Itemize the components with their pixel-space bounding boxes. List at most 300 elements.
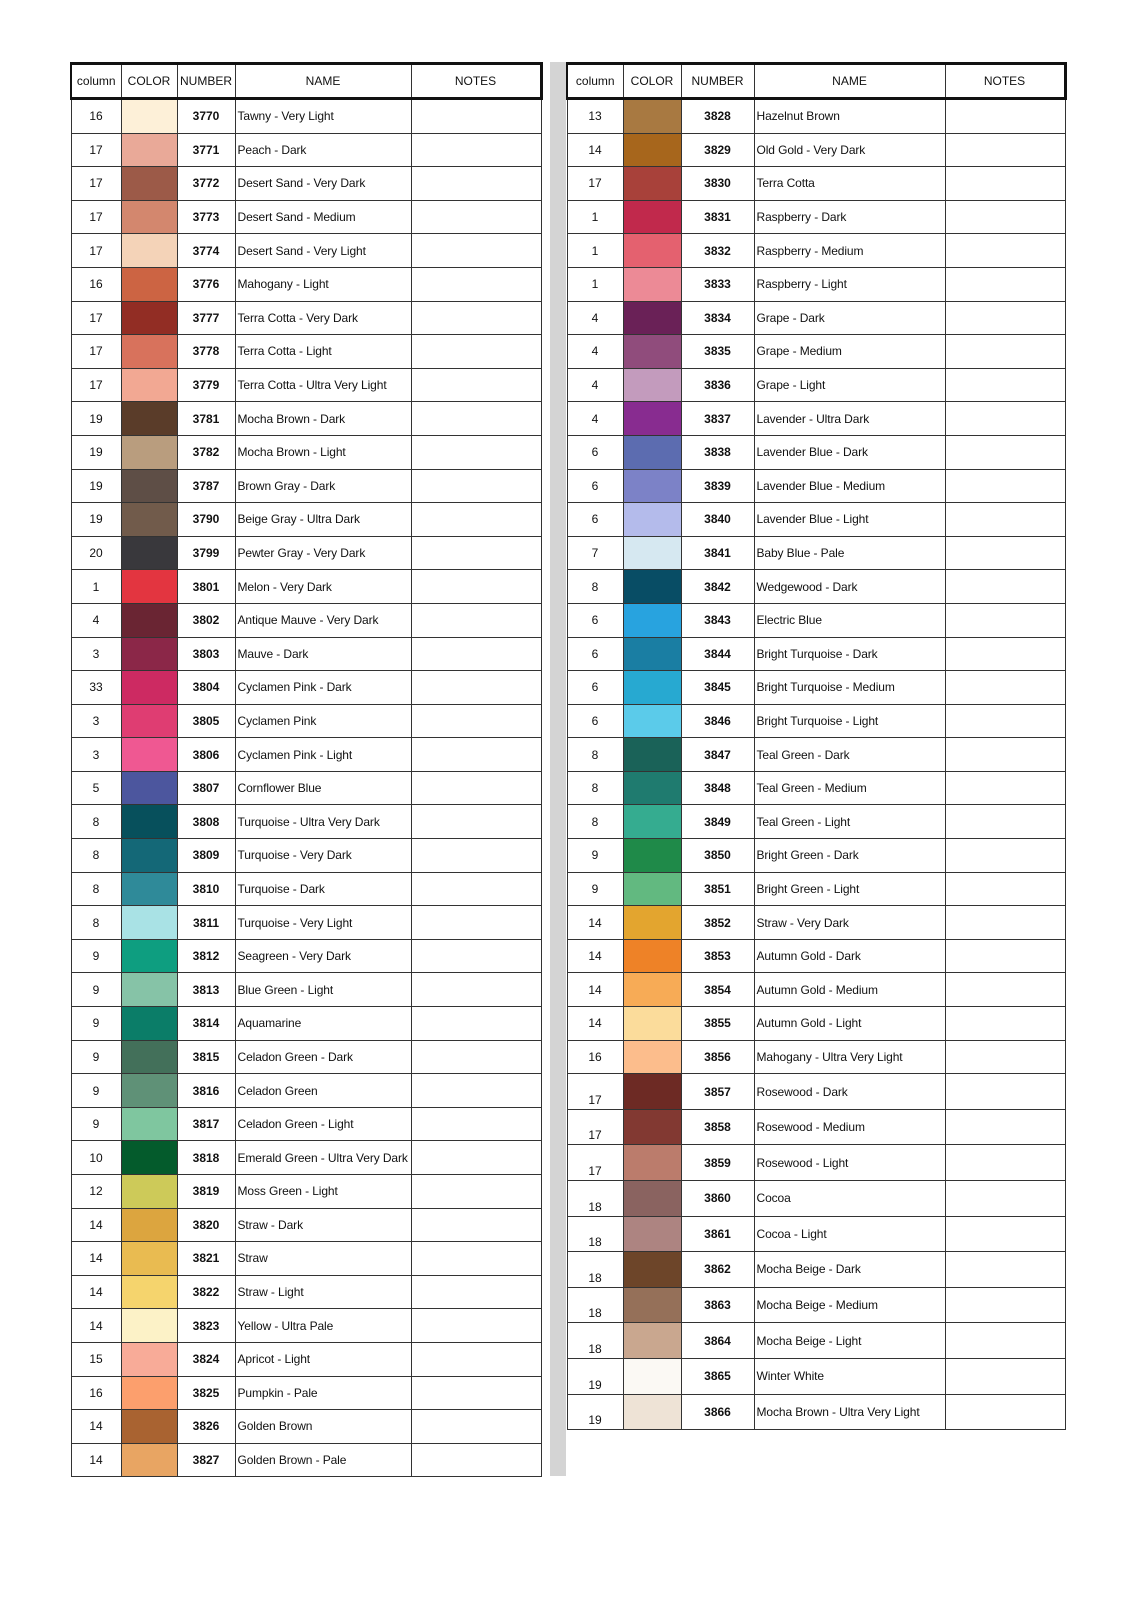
name-cell: Straw - Very Dark	[754, 906, 945, 940]
column-cell: 14	[71, 1443, 121, 1477]
color-swatch	[623, 1007, 681, 1041]
color-header: COLOR	[121, 64, 177, 99]
column-cell: 17	[71, 368, 121, 402]
color-swatch	[121, 1443, 177, 1477]
color-swatch	[121, 805, 177, 839]
column-cell: 8	[567, 570, 623, 604]
table-row	[567, 973, 1065, 1007]
column-cell: 14	[567, 133, 623, 167]
table-row	[71, 973, 541, 1007]
name-cell: Desert Sand - Very Light	[235, 234, 411, 268]
name-cell: Terra Cotta	[754, 167, 945, 201]
table-row	[567, 301, 1065, 335]
notes-cell	[411, 704, 541, 738]
name-cell: Teal Green - Medium	[754, 771, 945, 805]
table-row	[567, 805, 1065, 839]
notes-cell	[411, 1242, 541, 1276]
name-cell: Terra Cotta - Ultra Very Light	[235, 368, 411, 402]
notes-cell	[411, 167, 541, 201]
notes-cell	[945, 99, 1065, 134]
column-cell: 14	[71, 1309, 121, 1343]
column-cell: 10	[71, 1141, 121, 1175]
name-header: NAME	[754, 64, 945, 99]
color-swatch	[121, 1275, 177, 1309]
name-cell: Melon - Very Dark	[235, 570, 411, 604]
notes-cell	[945, 671, 1065, 705]
name-cell: Celadon Green	[235, 1074, 411, 1108]
notes-cell	[945, 704, 1065, 738]
table-row	[567, 1007, 1065, 1041]
name-cell: Hazelnut Brown	[754, 99, 945, 134]
notes-header: NOTES	[411, 64, 541, 99]
table-row	[567, 704, 1065, 738]
notes-cell	[411, 435, 541, 469]
color-swatch	[623, 469, 681, 503]
name-cell: Apricot - Light	[235, 1342, 411, 1376]
number-cell: 3802	[177, 603, 235, 637]
name-cell: Bright Turquoise - Medium	[754, 671, 945, 705]
name-header: NAME	[235, 64, 411, 99]
notes-cell	[945, 1074, 1065, 1110]
number-cell: 3804	[177, 671, 235, 705]
color-swatch	[121, 1074, 177, 1108]
table-row	[71, 335, 541, 369]
color-swatch	[623, 1181, 681, 1217]
table-row	[71, 603, 541, 637]
number-cell: 3813	[177, 973, 235, 1007]
number-cell: 3831	[681, 200, 754, 234]
table-row	[71, 671, 541, 705]
name-cell: Grape - Light	[754, 368, 945, 402]
name-cell: Rosewood - Dark	[754, 1074, 945, 1110]
header-row	[71, 64, 541, 99]
column-cell: 9	[71, 973, 121, 1007]
notes-cell	[945, 570, 1065, 604]
column-cell: 6	[567, 637, 623, 671]
table-row	[71, 1342, 541, 1376]
color-swatch	[623, 1394, 681, 1430]
column-cell: 17	[567, 1074, 623, 1110]
number-cell: 3806	[177, 738, 235, 772]
column-cell: 8	[71, 805, 121, 839]
color-swatch	[623, 301, 681, 335]
color-swatch	[121, 1208, 177, 1242]
column-cell: 14	[567, 939, 623, 973]
table-row	[71, 738, 541, 772]
color-swatch	[623, 536, 681, 570]
color-swatch	[121, 402, 177, 436]
column-cell: 3	[71, 738, 121, 772]
notes-cell	[411, 738, 541, 772]
name-cell: Raspberry - Light	[754, 267, 945, 301]
number-cell: 3853	[681, 939, 754, 973]
notes-cell	[945, 267, 1065, 301]
name-cell: Terra Cotta - Light	[235, 335, 411, 369]
name-cell: Mocha Brown - Dark	[235, 402, 411, 436]
color-swatch	[121, 368, 177, 402]
table-row	[71, 234, 541, 268]
table-row	[567, 738, 1065, 772]
number-cell: 3865	[681, 1358, 754, 1394]
notes-cell	[945, 435, 1065, 469]
notes-cell	[411, 839, 541, 873]
color-swatch	[121, 872, 177, 906]
table-row	[71, 133, 541, 167]
name-cell: Yellow - Ultra Pale	[235, 1309, 411, 1343]
color-swatch	[121, 973, 177, 1007]
table-row	[567, 1040, 1065, 1074]
number-cell: 3828	[681, 99, 754, 134]
name-cell: Teal Green - Dark	[754, 738, 945, 772]
table-row	[567, 1252, 1065, 1288]
column-cell: 16	[71, 267, 121, 301]
notes-cell	[411, 1208, 541, 1242]
name-cell: Mocha Beige - Dark	[754, 1252, 945, 1288]
column-cell: 9	[71, 1040, 121, 1074]
column-cell: 8	[71, 872, 121, 906]
table-row	[71, 1007, 541, 1041]
number-cell: 3863	[681, 1287, 754, 1323]
table-row	[567, 1074, 1065, 1110]
column-cell: 6	[567, 603, 623, 637]
color-swatch	[121, 637, 177, 671]
number-cell: 3830	[681, 167, 754, 201]
table-row	[567, 368, 1065, 402]
number-cell: 3851	[681, 872, 754, 906]
column-cell: 18	[567, 1252, 623, 1288]
notes-cell	[411, 906, 541, 940]
number-cell: 3770	[177, 99, 235, 134]
notes-cell	[411, 805, 541, 839]
name-cell: Autumn Gold - Light	[754, 1007, 945, 1041]
column-cell: 13	[567, 99, 623, 134]
number-cell: 3812	[177, 939, 235, 973]
number-cell: 3774	[177, 234, 235, 268]
number-cell: 3858	[681, 1109, 754, 1145]
number-cell: 3810	[177, 872, 235, 906]
column-cell: 14	[71, 1275, 121, 1309]
table-row	[71, 1376, 541, 1410]
table-row	[71, 839, 541, 873]
notes-cell	[945, 839, 1065, 873]
number-cell: 3807	[177, 771, 235, 805]
name-cell: Peach - Dark	[235, 133, 411, 167]
color-swatch	[121, 167, 177, 201]
notes-cell	[411, 234, 541, 268]
table-row	[71, 906, 541, 940]
name-cell: Beige Gray - Ultra Dark	[235, 503, 411, 537]
color-swatch	[623, 738, 681, 772]
table-row	[567, 1216, 1065, 1252]
number-cell: 3856	[681, 1040, 754, 1074]
notes-cell	[411, 536, 541, 570]
column-cell: 19	[567, 1358, 623, 1394]
name-cell: Pumpkin - Pale	[235, 1376, 411, 1410]
name-cell: Seagreen - Very Dark	[235, 939, 411, 973]
color-swatch	[623, 402, 681, 436]
table-row	[567, 402, 1065, 436]
column-cell: 1	[567, 234, 623, 268]
color-swatch	[121, 536, 177, 570]
name-cell: Turquoise - Very Light	[235, 906, 411, 940]
color-swatch	[121, 671, 177, 705]
number-cell: 3805	[177, 704, 235, 738]
name-cell: Autumn Gold - Dark	[754, 939, 945, 973]
number-cell: 3787	[177, 469, 235, 503]
column-cell: 6	[567, 503, 623, 537]
color-swatch	[121, 704, 177, 738]
column-cell: 14	[71, 1242, 121, 1276]
column-cell: 14	[71, 1410, 121, 1444]
column-cell: 4	[567, 368, 623, 402]
notes-cell	[945, 1181, 1065, 1217]
number-cell: 3854	[681, 973, 754, 1007]
notes-cell	[411, 1275, 541, 1309]
number-cell: 3819	[177, 1175, 235, 1209]
notes-cell	[411, 1309, 541, 1343]
color-swatch	[623, 671, 681, 705]
column-cell: 9	[71, 939, 121, 973]
number-cell: 3778	[177, 335, 235, 369]
notes-cell	[945, 1007, 1065, 1041]
number-cell: 3837	[681, 402, 754, 436]
name-cell: Wedgewood - Dark	[754, 570, 945, 604]
table-row	[567, 469, 1065, 503]
number-cell: 3827	[177, 1443, 235, 1477]
number-cell: 3779	[177, 368, 235, 402]
table-row	[567, 1181, 1065, 1217]
number-cell: 3818	[177, 1141, 235, 1175]
name-cell: Tawny - Very Light	[235, 99, 411, 134]
table-row	[71, 1040, 541, 1074]
number-cell: 3815	[177, 1040, 235, 1074]
column-cell: 9	[567, 839, 623, 873]
number-cell: 3845	[681, 671, 754, 705]
notes-cell	[945, 939, 1065, 973]
number-cell: 3790	[177, 503, 235, 537]
number-cell: 3799	[177, 536, 235, 570]
color-swatch	[121, 133, 177, 167]
color-swatch	[623, 637, 681, 671]
notes-cell	[945, 973, 1065, 1007]
table-row	[71, 469, 541, 503]
column-cell: 17	[71, 200, 121, 234]
color-swatch	[623, 771, 681, 805]
color-swatch	[623, 167, 681, 201]
number-cell: 3861	[681, 1216, 754, 1252]
number-cell: 3860	[681, 1181, 754, 1217]
table-row	[567, 872, 1065, 906]
column-cell: 6	[567, 469, 623, 503]
name-cell: Cyclamen Pink - Dark	[235, 671, 411, 705]
table-row	[567, 167, 1065, 201]
color-swatch	[121, 1040, 177, 1074]
table-row	[71, 301, 541, 335]
name-cell: Grape - Dark	[754, 301, 945, 335]
table-row	[567, 939, 1065, 973]
name-cell: Mahogany - Light	[235, 267, 411, 301]
name-cell: Pewter Gray - Very Dark	[235, 536, 411, 570]
column-cell: 19	[71, 402, 121, 436]
name-cell: Straw - Dark	[235, 1208, 411, 1242]
table-row	[567, 503, 1065, 537]
number-cell: 3777	[177, 301, 235, 335]
column-cell: 6	[567, 704, 623, 738]
column-cell: 14	[567, 1007, 623, 1041]
color-swatch	[121, 1342, 177, 1376]
table-row	[71, 771, 541, 805]
table-row	[567, 435, 1065, 469]
table-row	[71, 200, 541, 234]
name-cell: Teal Green - Light	[754, 805, 945, 839]
column-cell: 4	[567, 335, 623, 369]
table-row	[567, 570, 1065, 604]
column-cell: 16	[71, 1376, 121, 1410]
name-cell: Cyclamen Pink	[235, 704, 411, 738]
number-cell: 3829	[681, 133, 754, 167]
color-swatch	[623, 603, 681, 637]
name-cell: Cocoa - Light	[754, 1216, 945, 1252]
table-row	[567, 335, 1065, 369]
notes-cell	[945, 1216, 1065, 1252]
name-cell: Raspberry - Dark	[754, 200, 945, 234]
number-cell: 3782	[177, 435, 235, 469]
notes-cell	[411, 200, 541, 234]
color-swatch	[121, 99, 177, 134]
column-cell: 18	[567, 1181, 623, 1217]
number-cell: 3835	[681, 335, 754, 369]
notes-cell	[411, 133, 541, 167]
color-swatch	[623, 973, 681, 1007]
name-cell: Bright Turquoise - Dark	[754, 637, 945, 671]
number-header: NUMBER	[177, 64, 235, 99]
number-cell: 3840	[681, 503, 754, 537]
color-table-right	[566, 62, 1067, 1430]
column-cell: 19	[71, 435, 121, 469]
table-body-left	[71, 99, 541, 1477]
column-cell: 4	[71, 603, 121, 637]
column-cell: 6	[567, 435, 623, 469]
number-cell: 3839	[681, 469, 754, 503]
column-cell: 3	[71, 637, 121, 671]
color-swatch	[121, 469, 177, 503]
color-swatch	[623, 503, 681, 537]
notes-cell	[945, 906, 1065, 940]
notes-cell	[945, 368, 1065, 402]
table-row	[567, 200, 1065, 234]
table-row	[71, 1107, 541, 1141]
notes-cell	[411, 570, 541, 604]
name-cell: Turquoise - Very Dark	[235, 839, 411, 873]
color-swatch	[623, 1216, 681, 1252]
color-table-left	[70, 62, 543, 1477]
name-cell: Bright Turquoise - Light	[754, 704, 945, 738]
name-cell: Cocoa	[754, 1181, 945, 1217]
name-cell: Mocha Brown - Ultra Very Light	[754, 1394, 945, 1430]
table-row	[71, 167, 541, 201]
name-cell: Brown Gray - Dark	[235, 469, 411, 503]
table-row	[567, 536, 1065, 570]
notes-cell	[411, 503, 541, 537]
table-row	[567, 133, 1065, 167]
notes-cell	[411, 1410, 541, 1444]
name-cell: Antique Mauve - Very Dark	[235, 603, 411, 637]
notes-cell	[411, 1074, 541, 1108]
color-swatch	[121, 503, 177, 537]
column-cell: 17	[71, 167, 121, 201]
number-cell: 3776	[177, 267, 235, 301]
name-cell: Electric Blue	[754, 603, 945, 637]
name-cell: Desert Sand - Medium	[235, 200, 411, 234]
column-cell: 15	[71, 1342, 121, 1376]
name-cell: Golden Brown - Pale	[235, 1443, 411, 1477]
column-cell: 1	[567, 267, 623, 301]
table-row	[71, 99, 541, 134]
table-row	[71, 1410, 541, 1444]
table-row	[71, 1242, 541, 1276]
notes-cell	[945, 637, 1065, 671]
color-swatch	[623, 368, 681, 402]
color-swatch	[121, 1141, 177, 1175]
name-cell: Autumn Gold - Medium	[754, 973, 945, 1007]
notes-cell	[411, 267, 541, 301]
notes-cell	[945, 167, 1065, 201]
name-cell: Cyclamen Pink - Light	[235, 738, 411, 772]
notes-cell	[411, 301, 541, 335]
number-cell: 3841	[681, 536, 754, 570]
table-body-right	[567, 99, 1065, 1430]
table-row	[71, 939, 541, 973]
notes-cell	[411, 771, 541, 805]
column-cell: 14	[567, 973, 623, 1007]
number-cell: 3836	[681, 368, 754, 402]
number-cell: 3821	[177, 1242, 235, 1276]
column-cell: 3	[71, 704, 121, 738]
notes-cell	[945, 738, 1065, 772]
color-swatch	[623, 1287, 681, 1323]
color-swatch	[121, 738, 177, 772]
color-swatch	[623, 839, 681, 873]
table-row	[71, 1443, 541, 1477]
name-cell: Mocha Brown - Light	[235, 435, 411, 469]
number-cell: 3811	[177, 906, 235, 940]
column-cell: 1	[71, 570, 121, 604]
column-cell: 17	[71, 301, 121, 335]
table-row	[71, 1141, 541, 1175]
color-swatch	[623, 1358, 681, 1394]
notes-cell	[945, 133, 1065, 167]
color-swatch	[623, 1145, 681, 1181]
notes-cell	[945, 1287, 1065, 1323]
color-swatch	[623, 335, 681, 369]
color-swatch	[623, 1323, 681, 1359]
color-swatch	[121, 1007, 177, 1041]
column-cell: 9	[71, 1074, 121, 1108]
number-cell: 3771	[177, 133, 235, 167]
table-row	[71, 267, 541, 301]
column-cell: 8	[567, 805, 623, 839]
color-swatch	[623, 906, 681, 940]
name-cell: Lavender Blue - Dark	[754, 435, 945, 469]
notes-header: NOTES	[945, 64, 1065, 99]
table-row	[71, 570, 541, 604]
notes-cell	[411, 872, 541, 906]
column-cell: 9	[567, 872, 623, 906]
notes-cell	[945, 1394, 1065, 1430]
table-row	[567, 234, 1065, 268]
notes-cell	[411, 1007, 541, 1041]
table-row	[567, 99, 1065, 134]
